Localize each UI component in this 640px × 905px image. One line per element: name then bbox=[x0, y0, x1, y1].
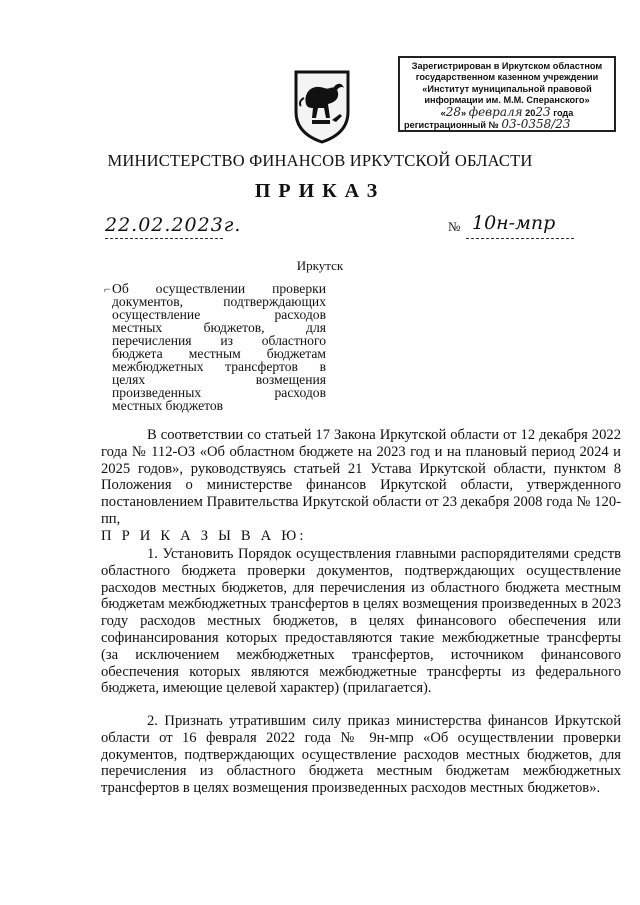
subject-line: произведенных расходов bbox=[112, 385, 326, 400]
stamp-day: 28 bbox=[445, 104, 462, 119]
ministry-name: МИНИСТЕРСТВО ФИНАНСОВ ИРКУТСКОЙ ОБЛАСТИ bbox=[107, 151, 533, 170]
order-item-1: 1. Установить Порядок осуществления главными распорядителями средств областного бюджета проверки документов, подтверждающих осуществление расходов местных бюджетов, для перечисления из областного бюджета местным бюджетам межбюджетных трансфертов в целях возмещения произведенных в 2023 году расходов местных бюджетов, в целях финансового обеспечения или софинансирования которых предоставляются такие межбюджетные трансферты (за исключением межбюджетных трансфертов, источником финансового обеспечения которых являются межбюджетные трансферты из федерального бюджета, имеющие целевой характер) (прилагается). bbox=[101, 546, 621, 697]
stamp-reg-label: регистрационный № bbox=[404, 120, 499, 131]
subject-line: целях возмещения bbox=[112, 372, 326, 387]
order-item-2: 2. Признать утратившим силу приказ министерства финансов Иркутской области от 16 февраля 2022 года № 9н-мпр «Об осуществлении проверки документов, подтверждающих осуществление расходов местных бюджетов, для перечисления из областного бюджета местным бюджетам межбюджетных трансфертов в целях возмещения произведенных расходов местных бюджетов». bbox=[101, 713, 621, 797]
preamble-paragraph: В соответствии со статьей 17 Закона Иркутской области от 12 декабря 2022 года № 112-ОЗ «Об областном бюджете на 2023 год и на плановый период 2024 и 2025 годов», руководствуясь статьей 21 Устава Иркутской области, пунктом 8 Положения о министерстве финансов Иркутской области, утвержденного постановлением Правительства Иркутской области от 23 декабря 2008 года № 120-пп, bbox=[101, 427, 621, 527]
number-sign: № bbox=[448, 219, 461, 234]
order-word: П Р И К А З Ы В А Ю: bbox=[101, 528, 307, 544]
subject-line: документов, подтверждающих bbox=[112, 294, 326, 309]
stamp-reg-line bbox=[404, 119, 610, 131]
stamp-year-prefix: 20 bbox=[525, 107, 536, 118]
order-date: 22.02.2023г. bbox=[105, 214, 242, 236]
stamp-line: Зарегистрирован в Иркутском областном bbox=[411, 61, 603, 71]
stamp-year-suffix: 23 bbox=[535, 104, 551, 119]
stamp-reg-number: 03-0358/23 bbox=[501, 117, 571, 132]
registration-stamp bbox=[398, 56, 616, 132]
subject-line: осуществление расходов bbox=[112, 307, 326, 322]
subject-line: межбюджетных трансфертов в bbox=[112, 359, 326, 374]
stamp-month: февраля bbox=[468, 104, 523, 119]
subject-line: местных бюджетов bbox=[112, 398, 224, 413]
subject-line: бюджета местным бюджетам bbox=[112, 346, 326, 361]
document-title: ПРИКАЗ bbox=[254, 180, 386, 202]
stamp-line: информации им. М.М. Сперанского» bbox=[424, 95, 590, 106]
number-underline bbox=[466, 238, 574, 239]
subject-line: местных бюджетов, для bbox=[112, 320, 326, 335]
subject-line: Об осуществлении проверки bbox=[112, 281, 326, 296]
order-number: 10н-мпр bbox=[472, 212, 556, 234]
city: Иркутск bbox=[296, 258, 344, 273]
coat-of-arms-emblem bbox=[292, 68, 352, 144]
subject-line: перечисления из областного bbox=[112, 333, 326, 348]
stamp-line: «Институт муниципальной правовой bbox=[422, 83, 592, 94]
stamp-line: государственном казенном учреждении bbox=[415, 72, 599, 83]
stamp-year-word: года bbox=[553, 107, 574, 118]
stamp-date-line: «28» февраля 2023 года bbox=[440, 104, 574, 119]
order-subject bbox=[112, 282, 326, 412]
subject-corner-mark: ⌐ bbox=[104, 282, 111, 296]
date-underline bbox=[105, 238, 223, 239]
